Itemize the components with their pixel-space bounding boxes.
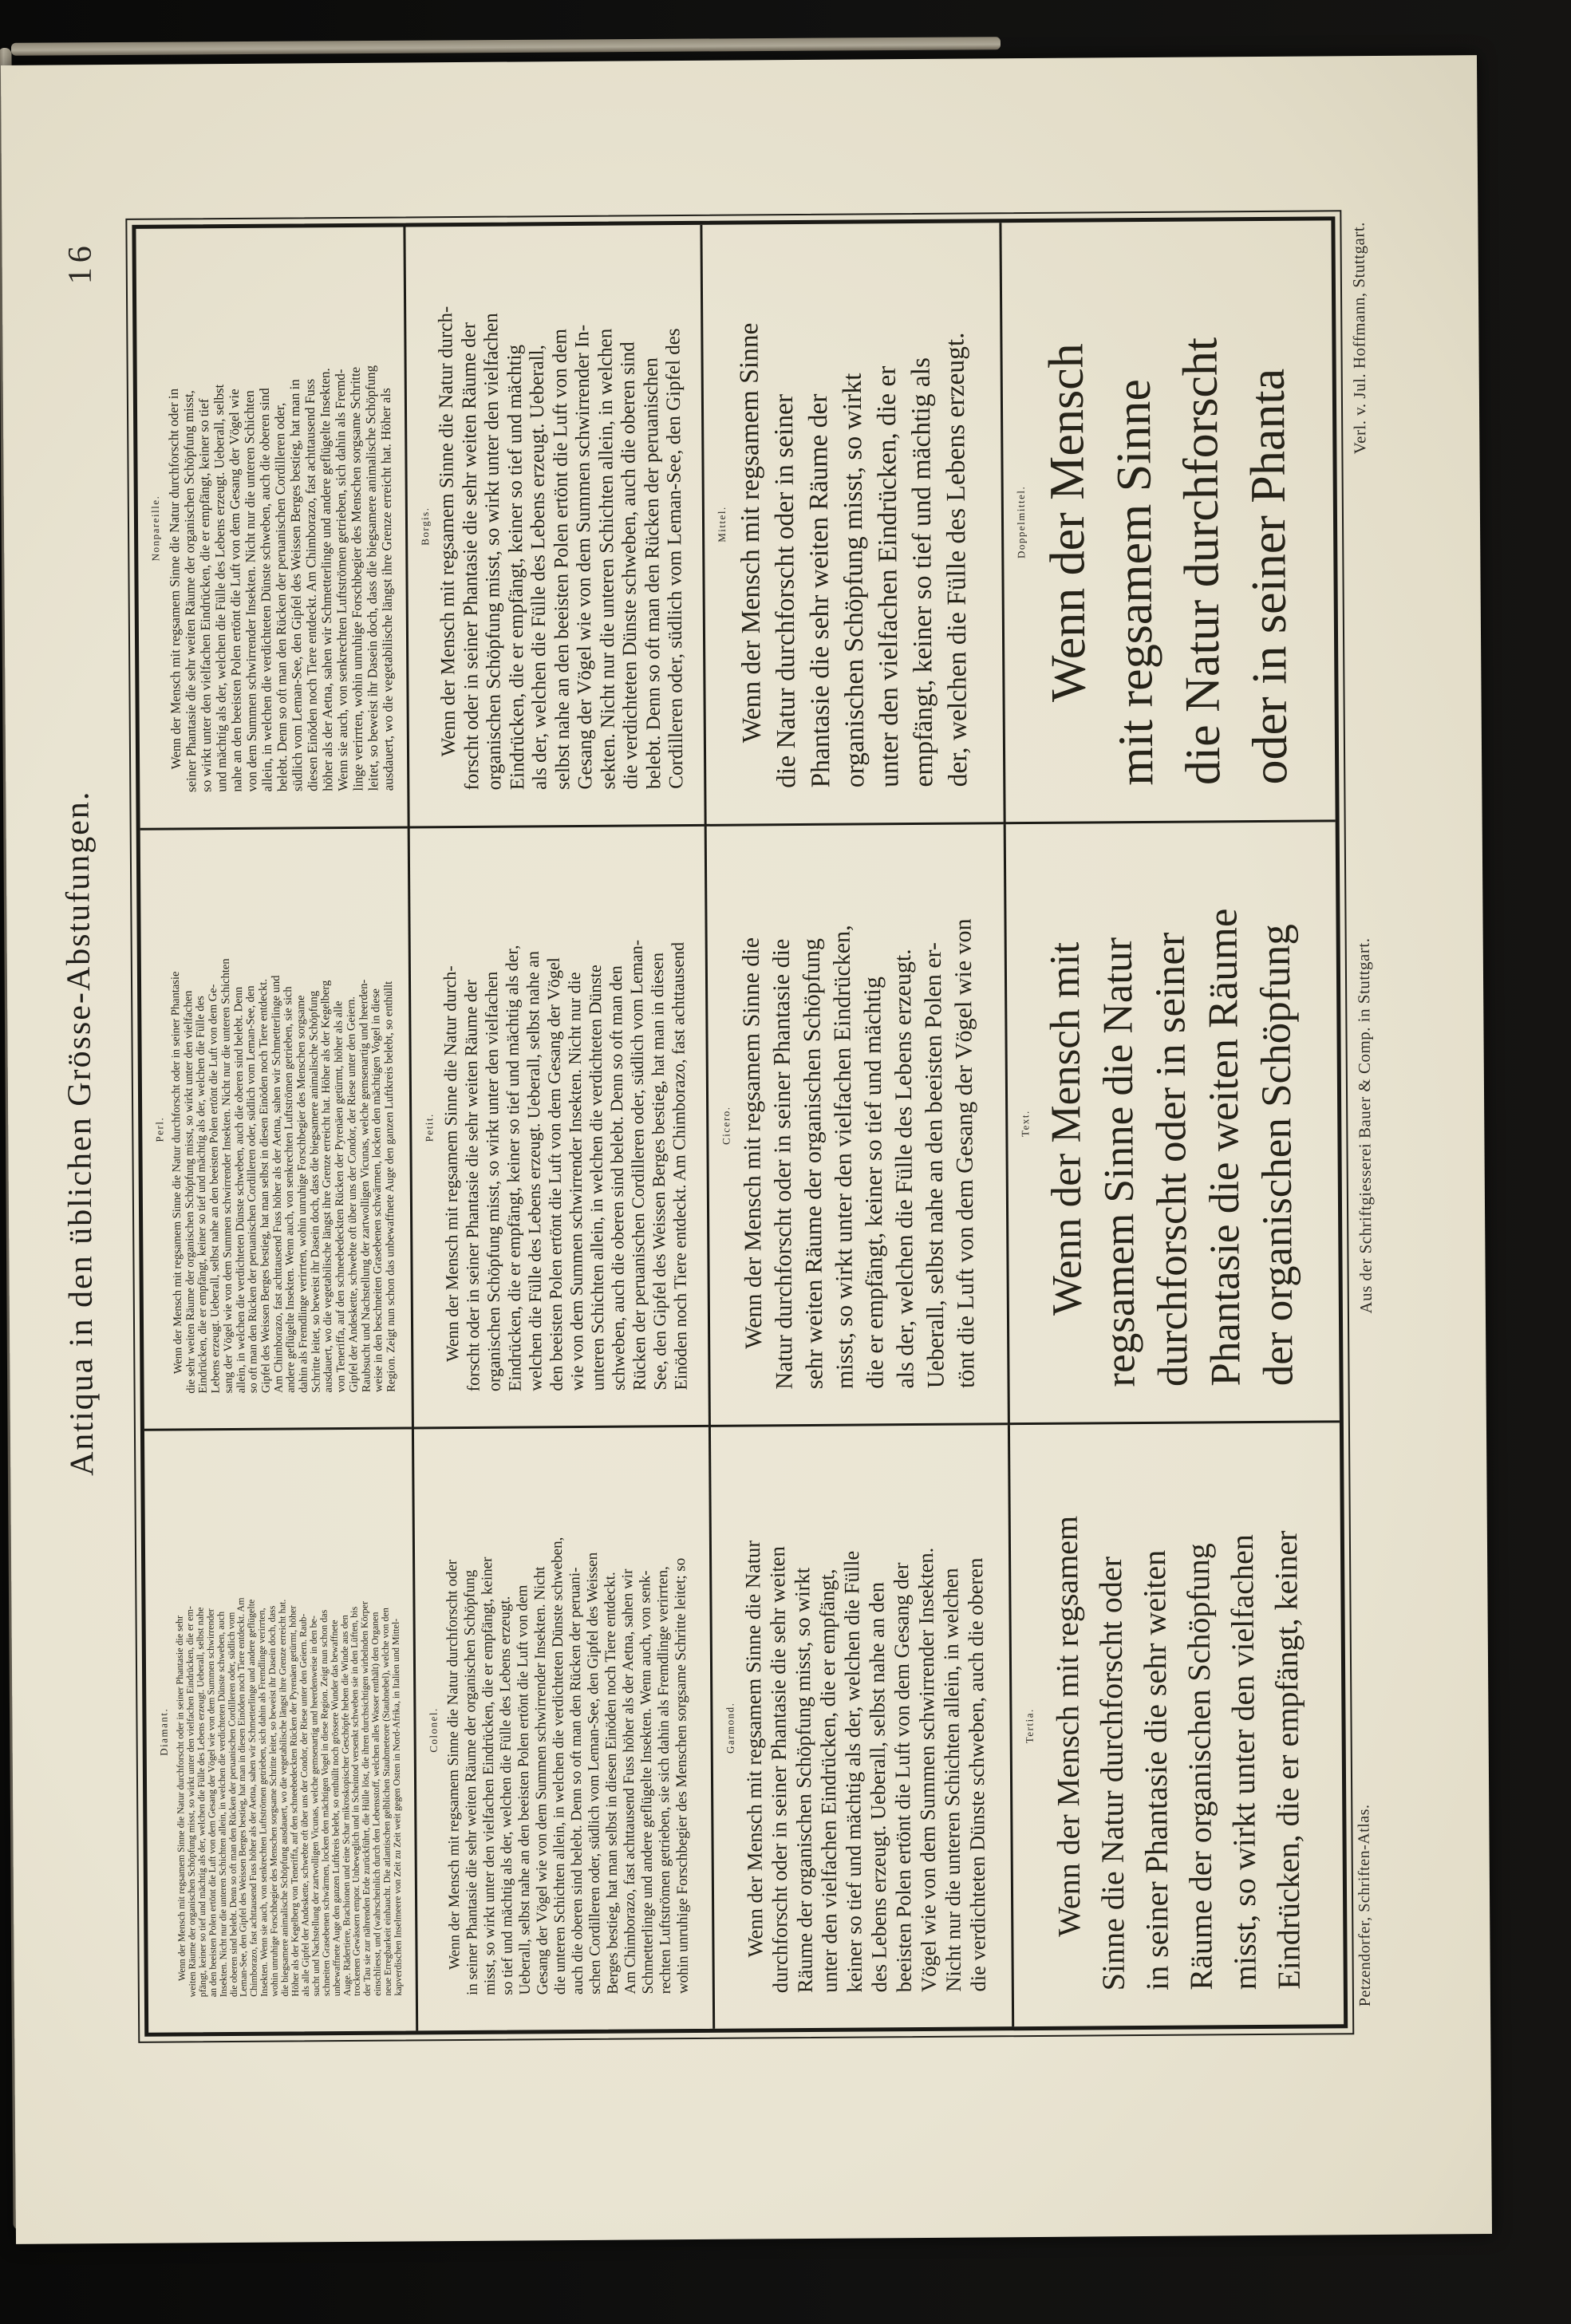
size-label: Cicero. [720,1106,732,1145]
size-label: Mittel. [715,506,728,543]
size-label: Tertia. [1023,1708,1036,1744]
specimen-text: Wenn der Mensch mit regsamem Sinne die Natur durch- forscht oder in seiner Phantasie die sehr weiten Räume der organischen Schöpfung misst, so wirkt unter den vielfachen Eindrücken, die er empfängt, keiner so tief und mächtig als der, welchen die Fülle des Lebens erzeugt. Ueberall, selbst nahe an den beeisten Polen ertönt die Luft von dem Gesang der Vögel wie von dem Summen schwirrender Insekten. Nicht nur die unteren Schichten allein, in welchen die verdichteten Dünste schweben, auch die oberen sind belebt. Denn so oft man den Rücken der peruanischen Cordilleren oder, südlich vom Leman- See, den Gipfel des Weissen Berges bestieg, hat man in diesen Einöden noch Tiere entdeckt. Am Chimborazo, fast achttausend [439,939,691,1392]
cell-tertia [1008,1423,1344,2027]
specimen-text: Wenn der Mensch mit regsamem Sinne die Natur durchforscht oder in seiner Phantasie die sehr weiten Räume der organischen Schöpfung misst, so wirkt unter den vielfachen Eindrücken, die er empfängt, keiner so tief und mächtig als der, welchen die Fülle des Lebens erzeugt. Ueberall, selbst nahe an den beeisten Polen ertönt die Luft von dem Gesang der Vögel wie von dem Summen schwirrender Insekten. Nicht nur die unteren Schichten allein, in welchen die verdichteten Dünste schweben, auch die oberen sind belebt. Denn so oft man den Rücken der peruanischen Cordilleren oder, südlich vom Leman-See, den Gipfel des Weissen Berges bestieg, hat man in diesen Einöden noch Tiere entdeckt. Am Chimborazo, fast achttausend Fuss höher als der Aetna, sahen wir Schmetterlinge und andere geflügelte Insekten. Wenn sie auch, von senkrechten Luftströmen getrieben, sich dahin als Fremd- linge verirrten, wohin unruhige Forschbegier des Menschen sorgsame Schritte leitet, so beweist ihr Dasein doch, dass die biegsamere animalische Schöpfung ausdauert, wo die vegetabilische längst ihre Grenze erreicht hat. Höher als [165,365,397,793]
size-label: Doppelmittel. [1014,485,1028,559]
cell-perl [140,828,412,1431]
specimen-table [125,210,1354,2043]
cell-borgis [403,225,704,828]
size-label: Garmond. [724,1702,736,1754]
cell-doppelmittel [999,220,1335,824]
size-label: Diamant. [157,1707,170,1756]
page-number: 16 [61,241,99,285]
imprint-publisher: Verl. v. Jul. Hoffmann, Stuttgart. [1348,222,1370,455]
cell-petit [408,827,709,1430]
specimen-grid [132,216,1348,2036]
specimen-text: Wenn der Mensch mit regsamem Sinne die Natur durchforscht oder in seiner Phantasie die sehr weiten Räume der organischen Schöpfung misst, so wirkt unter den vielfachen Eindrücken, die er empfängt, keiner so tief und mächtig als der, welchen die Fülle des Lebens erzeugt. Ueberall, selbst nahe an den beeisten Polen ertönt die Luft von dem Gesang der Vögel wie von dem Summen schwirrender Insekten. Nicht nur die unteren Schichten allein, in welchen die verdichteten Dünste schweben, auch die oberen [740,1540,990,1994]
size-label: Nonpareille. [148,495,162,562]
specimen-text: Wenn der Mensch mit regsamem Sinne die Natur durchforscht oder in seiner Phantasie die sehr weiten Räume der organischen Schöpfung misst, so wirkt unter den vielfachen Eindrücken, die er empfängt, keiner [1048,1515,1307,1991]
size-label: Petit. [423,1113,436,1142]
imprint-foundry: Aus der Schriftgiesserei Bauer & Comp. in Stuttgart. [1353,937,1376,1314]
specimen-text: Wenn der Mensch mit regsamem Sinne die Natur durchforscht oder in seiner Phantasie die sehr weiten Räume der organischen Schöpfung misst, so wirkt unter den vielfachen Eindrücken, die er empfängt, keiner so tief und mächtig als der, welchen die Fülle des Lebens erzeugt. Ueberall, selbst nahe an den beeisten Polen er- tönt die Luft von dem Gesang der Vögel wie von [737,918,980,1390]
specimen-text: Wenn der Mensch mit regsamem Sinne die Natur durchforscht oder in seiner Phanta [1039,337,1298,786]
cell-garmond [709,1426,1012,2029]
specimen-text: Wenn der Mensch mit regsamem Sinne die Natur durchforscht oder in seiner Phantasie die sehr weiten Räume der organischen Schöpfung misst, so wirkt unter den vielfachen Eindrücken, die er em- pfängt, keiner so tief und mächtig als der, welchen die Fülle des Lebens erzeugt. Ueberall, selbst nahe an den beeisten Polen ertönt die Luft von dem Gesang der Vögel wie von dem Summen schwirrender Insekten. Nicht nur die unteren Schichten allein, in welchen die verdichteten Dünste schweben, auch die oberen sind belebt. Denn so oft man den Rücken der peruanischen Cordilleren oder, südlich vom Leman-See, den Gipfel des Weissen Berges bestieg, hat man in diesen Einöden noch Tiere entdeckt. Am Chimborazo, fast achttausend Fuss höher als der Aetna, sahen wir Schmetterlinge und andere geflügelte Insekten. Wenn sie auch, von senkrechten Luftströmen getrieben, sich dahin als Fremdlinge verirrten, wohin unruhige Forschbegier des Menschen sorgsame Schritte leitet, so beweist ihr Dasein doch, dass die biegsamere animalische Schöpfung ausdauert, wo die vegetabilische längst ihre Grenze erreicht hat. Höher als der Kegelberg von Teneriffa, auf den schneebedeckten Rücken der Pyrenäen getürmt, höher als alle Gipfel der Andeskette, schwebte oft über uns der Condor, der Riese unter den Geiern. Raub- sucht und Nachstellung der zartwolligen Vicunas, welche gemsenartig und heerdenweise in den be- schneiten Grasebenen schwärmen, locken den mächtigen Vogel in diese Region. Zeigt nun schon das unbewaffnete Auge den ganzen Luftkreis belebt, so enthüllt noch grössere Wunder das bewaffnete Auge. Rädertiere, Brachionen und eine Schar mikroskopischer Geschöpfe heben die Winde aus den trockenen Gewässern empor. Unbeweglich und in Scheintod versenkt schweben sie in den Lüften, bis der Tau sie zur nährenden Erde zurückführt, die Hülle löst, die ihren durchsichtigen wirbelnden Körper einschliesst, und (wahrscheinlich durch den Lebensstoff, welchen alles Wasser enthält) den Organen neue Erregbarkeit einhaucht. Die atlantischen gelblichen Staubmeteore (Staubnebel), welche von den kapverdischen Inselmeere von Zeit zu Zeit weit gegen Osten in Nord-Afrika, in Italien und Mittel- [173,1597,404,1998]
cell-cicero [705,824,1008,1427]
imprint-series: Petzendorfer, Schriften-Atlas. [1355,1804,1375,2007]
specimen-text: Wenn der Mensch mit regsamem Sinne die Natur durch- forscht oder in seiner Phantasie die sehr weiten Räume der organischen Schöpfung misst, so wirkt unter den vielfachen Eindrücken, die er empfängt, keiner so tief und mächtig als der, welchen die Fülle des Lebens erzeugt. Ueberall, selbst nahe an den beeisten Polen ertönt die Luft von dem Gesang der Vögel wie von dem Summen schwirrender In- sekten. Nicht nur die unteren Schichten allein, in welchen die verdichteten Dünste schweben, auch die oberen sind belebt. Denn so oft man den Rücken der peruanischen Cordilleren oder, südlich vom Leman-See, den Gipfel des [435,306,688,791]
cell-text [1004,822,1340,1426]
size-label: Perl. [153,1116,166,1142]
page-edge [11,37,1001,56]
cell-colonel [412,1427,712,2030]
specimen-text: Wenn der Mensch mit regsamem Sinne die Natur durchforscht oder in seiner Phantasie die sehr weiten Räume der organischen Schöpfung misst, so wirkt unter den vielfachen Eindrücken, die er empfängt, keiner so tief und mächtig als der, welchen die Fülle des Lebens erzeugt. Ueberall, selbst nahe an den beeisten Polen ertönt die Luft von dem Gesang der Vögel wie von dem Summen schwirrender Insekten. Nicht die unteren Schichten allein, in welchen die verdichteten Dünste schweben, auch die oberen sind belebt. Denn so oft man den Rücken der peruani- schen Cordilleren oder, südlich vom Leman-See, den Gipfel des Weissen Berges bestieg, hat man selbst in diesen Einöden noch Tiere entdeckt. Am Chimborazo, fast achttausend Fuss höher als der Aetna, sahen wir Schmetterlinge und andere geflügelte Insekten. Wenn auch, von senk- rechten Luftströmen getrieben, sie sich dahin als Fremdlinge verirrten, wohin unruhige Forschbegier des Menschen sorgsame Schritte leitet; so [444,1537,692,1995]
cell-mittel [700,223,1003,826]
cell-diamant [144,1430,416,2033]
cell-nonpareille [136,227,407,830]
page-title: Antiqua in den üblichen Grösse-Abstufungen. [59,790,101,1477]
size-label: Text. [1019,1110,1032,1137]
size-label: Colonel. [427,1707,440,1753]
specimen-text: Wenn der Mensch mit regsamem Sinne die Natur durchforscht oder in seiner Phantasie die sehr weiten Räume der organischen Schöpfung misst, so wirkt unter den vielfachen Eindrücken, die er empfängt, keiner so tief und mächtig als der, welchen die Fülle des Lebens erzeugt. [734,322,973,788]
specimen-text: Wenn der Mensch mit regsamem Sinne die Natur durchforscht oder in seiner Phantasie die weiten Räume der organischen Schöpfung [1041,908,1302,1387]
specimen-text: Wenn der Mensch mit regsamem Sinne die Natur durchforscht oder in seiner Phantasie die sehr weiten Räume der organischen Schöpfung misst, so wirkt unter den vielfachen Eindrücken, die er empfängt, keiner so tief und mächtig als der, welchen die Fülle des Lebens erzeugt. Ueberall, selbst nahe an den beeisten Polen ertönt die Luft von dem Ge- sang der Vögel wie von dem Summen schwirrender Insekten. Nicht nur die unteren Schichten allein, in welchen die verdichteten Dünste schweben, auch die oberen sind belebt. Denn so oft man den Rücken der peruanischen Cordilleren oder, südlich vom Leman-See, den Gipfel des Weissen Berges bestieg, hat man selbst in diesen Einöden noch Tiere entdeckt. Am Chimborazo, fast achttausend Fuss höher als der Aetna, sahen wir Schmetterlinge und andere geflügelte Insekten. Wenn auch, von senkrechten Luftströmen getrieben, sie sich dahin als Fremdlinge verirrten, wohin unruhige Forschbegier des Menschen sorgsame Schritte leitet, so beweist ihr Dasein doch, dass die biegsamere animalische Schöpfung ausdauert, wo die vegetabilische längst ihre Grenze erreicht hat. Höher als der Kegelberg von Teneriffa, auf den schneebedeckten Rücken der Pyrenäen getürmt, höher als alle Gipfel der Andeskette, schwebte oft über uns der Condor, der Riese unter den Geiern. Raubsucht und Nachstellung der zartwolligen Vicunas, welche gemsenartig und heerden- weise in den beschneiten Grasebenen schwärmen, locken den mächtigen Vogel in diese Region. Zeigt nun schon das unbewaffnete Auge den ganzen Luftkreis belebt, so enthüllt [168,958,398,1394]
paper-sheet [1,55,1492,2244]
size-label: Borgis. [418,507,432,546]
